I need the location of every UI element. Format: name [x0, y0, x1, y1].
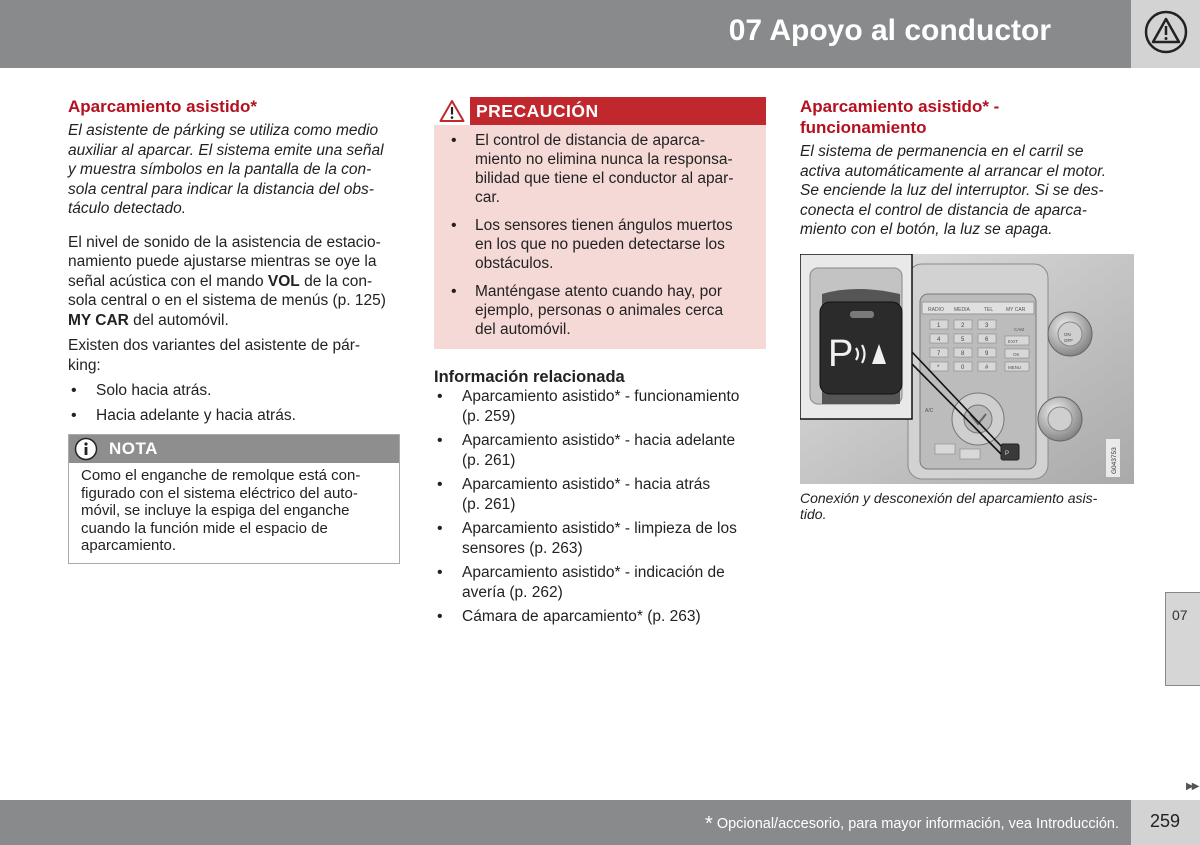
list-item: • Los sensores tienen ángulos muertos en los que no pueden detectarse los obstáculos. — [448, 216, 754, 273]
related-link[interactable]: • Aparcamiento asistido* - funcionamiento (p. 259) — [434, 387, 766, 426]
key-label: 0 — [961, 364, 965, 371]
vol-control-label: VOL — [267, 272, 300, 290]
my-car-label: MY CAR — [68, 311, 129, 329]
key-label: 7 — [937, 350, 941, 357]
related-link[interactable]: • Aparcamiento asistido* - hacia adelante (p. 261) — [434, 431, 766, 470]
console-label: MY CAR — [1006, 306, 1026, 313]
key-label: * — [937, 364, 940, 371]
key-label: 4 — [937, 336, 941, 343]
console-label: MEDIA — [954, 306, 970, 313]
chapter-side-tab[interactable] — [1165, 592, 1200, 686]
console-label: ON — [1064, 331, 1071, 337]
page-number-box — [1131, 800, 1200, 845]
list-item: • Solo hacia atrás. — [68, 381, 400, 401]
svg-text:P: P — [1005, 450, 1010, 457]
figure-caption: Conexión y desconexión del aparcamiento asis- tido. — [800, 489, 1098, 522]
caution-label: PRECAUCIÓN — [476, 101, 599, 121]
section-heading: Aparcamiento asistido* — [68, 97, 257, 116]
console-label: CAM — [1014, 326, 1024, 332]
warning-triangle-icon — [1144, 10, 1188, 54]
warning-triangle-icon — [439, 99, 465, 123]
console-label: OFF — [1064, 337, 1073, 343]
footer-star: * — [705, 813, 713, 835]
key-label: 6 — [985, 336, 989, 343]
chapter-side-tab-label: 07 — [1172, 607, 1188, 623]
sound-level-paragraph: El nivel de sonido de la asistencia de estacio- namiento puede ajustarse mientras se oye la señal acústica con el mando VOL de la con- sola central o en el sistema de menús (p. 125) MY CAR del automóvil. — [68, 233, 386, 329]
related-link[interactable]: • Aparcamiento asistido* - indicación de avería (p. 262) — [434, 563, 766, 602]
list-item: • El control de distancia de aparca- miento no elimina nunca la responsa- bilidad que tiene el conductor al apar- car. — [448, 131, 754, 207]
note-text: Como el enganche de remolque está con- figurado con el sistema eléctrico del auto- móvil, se incluye la espiga del enganche cuando la función mide el espacio de aparcamiento. — [81, 467, 361, 554]
parking-button-small — [1001, 444, 1019, 460]
column-2 — [434, 97, 766, 632]
note-box — [68, 434, 400, 564]
caution-box — [434, 97, 766, 349]
note-label: NOTA — [109, 439, 158, 458]
console-label: OK — [1013, 351, 1020, 357]
chapter-icon-box — [1131, 0, 1200, 68]
key-label: # — [985, 364, 989, 371]
footer-bar — [0, 800, 1131, 845]
caution-header — [434, 97, 766, 125]
key-label: 3 — [985, 322, 989, 329]
key-label: 2 — [961, 322, 965, 329]
variants-paragraph: Existen dos variantes del asistente de pár- king: — [68, 337, 361, 374]
chapter-title: 07 Apoyo al conductor — [728, 14, 1051, 47]
related-info-list — [434, 387, 766, 627]
related-link[interactable]: • Cámara de aparcamiento* (p. 263) — [434, 607, 766, 627]
footer-note: * Opcional/accesorio, para mayor información, vea Introducción. — [705, 813, 1119, 835]
console-label: MENU — [1008, 364, 1022, 370]
related-info-heading: Información relacionada — [434, 368, 625, 386]
related-link[interactable]: • Aparcamiento asistido* - hacia atrás (p. 261) — [434, 475, 766, 514]
parking-symbol-p: P — [828, 332, 854, 375]
center-console-figure — [800, 254, 1134, 484]
header-bar — [0, 0, 1131, 68]
figure-code: G043753 — [1111, 446, 1118, 474]
console-label: RADIO — [928, 306, 944, 313]
key-label: 5 — [961, 336, 965, 343]
section-intro: El asistente de párking se utiliza como medio auxiliar al aparcar. El sistema emite una señal y muestra símbolos en la pantalla de la con- sola central para indicar la distancia del obs- táculo detectado. — [68, 122, 384, 217]
column-3 — [800, 96, 1134, 522]
column-1 — [68, 96, 400, 564]
key-label: 9 — [985, 350, 989, 357]
fast-forward-icon[interactable]: ▶▶ — [1186, 781, 1198, 792]
caution-list — [448, 131, 754, 339]
note-header — [69, 435, 399, 463]
section-intro: El sistema de permanencia en el carril se activa automáticamente al arrancar el motor. Se enciende la luz del interruptor. Si se des- conecta el control de distancia de aparca- miento con el botón, la luz se apaga. — [800, 143, 1107, 238]
list-item: • Manténgase atento cuando hay, por ejemplo, personas o animales cerca del automóvil. — [448, 282, 754, 339]
section-heading: Aparcamiento asistido* - funcionamiento — [800, 97, 1000, 137]
variants-list — [68, 381, 400, 425]
page-number: 259 — [1150, 811, 1181, 831]
related-link[interactable]: • Aparcamiento asistido* - limpieza de los sensores (p. 263) — [434, 519, 766, 558]
center-console-illustration — [800, 254, 1134, 484]
key-label: 1 — [937, 322, 941, 329]
key-label: 8 — [961, 350, 965, 357]
console-label: EXIT — [1008, 338, 1019, 344]
console-label: A/C — [925, 407, 934, 414]
console-label: TEL — [984, 306, 994, 313]
info-circle-icon — [73, 437, 99, 461]
list-item: • Hacia adelante y hacia atrás. — [68, 406, 400, 426]
